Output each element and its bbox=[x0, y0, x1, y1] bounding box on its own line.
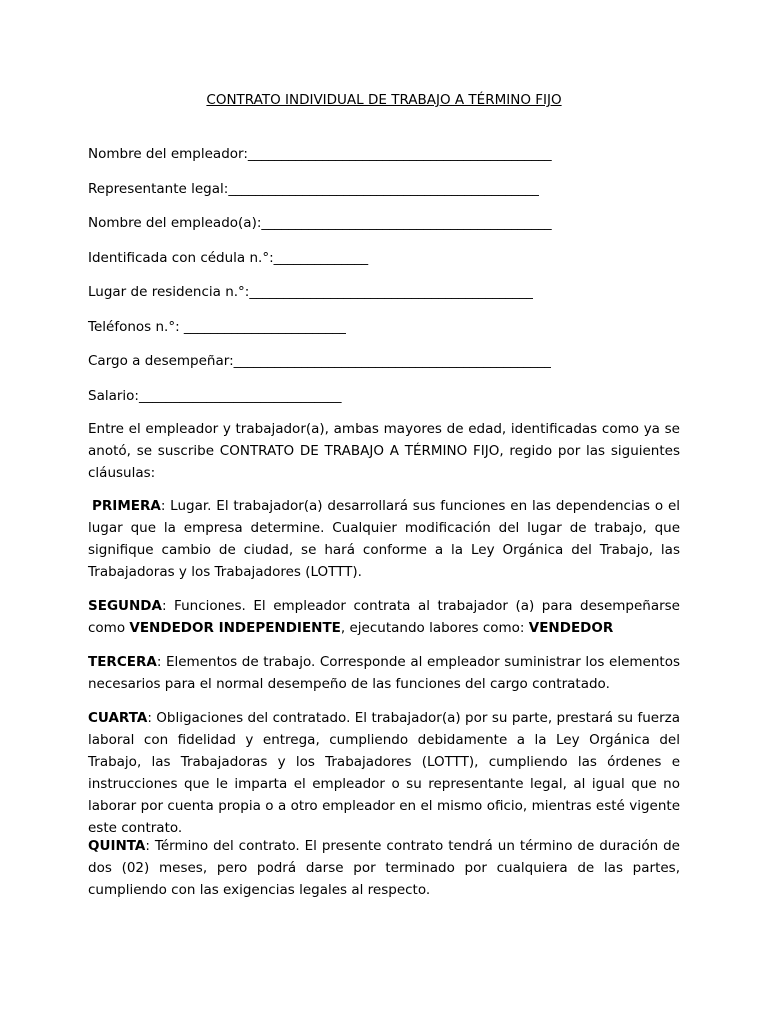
clause-tercera bbox=[88, 651, 680, 695]
clause-text: : Funciones. El empleador contrata al trabajador (a) para desempeñarse como bbox=[88, 598, 680, 636]
field-employee-name: Nombre del empleado(a):___________________________________________ bbox=[88, 215, 552, 231]
clause-label: SEGUNDA bbox=[88, 598, 162, 614]
field-phones: Teléfonos n.°: ________________________ bbox=[88, 319, 346, 335]
clause-label: QUINTA bbox=[88, 838, 146, 854]
clause-text: : Lugar. El trabajador(a) desarrollará sus funciones en las dependencias o el lugar que la empresa determine. Cualquier modificación del lugar de trabajo, que signifique cambio de ciudad, se hará conforme a la Ley Orgánica del Trabajo, las Trabajadoras y los Trabajadores (LOTTT). bbox=[88, 498, 680, 580]
intro-paragraph: Entre el empleador y trabajador(a), ambas mayores de edad, identificadas como ya se anotó, se suscribe CONTRATO DE TRABAJO A TÉRMINO FIJO, regido por las siguientes cláusulas: bbox=[88, 421, 680, 481]
clause-label: TERCERA bbox=[88, 654, 157, 670]
field-id-number: Identificada con cédula n.°:______________ bbox=[88, 250, 369, 266]
field-legal-representative: Representante legal:______________________________________________ bbox=[88, 181, 539, 197]
clause-quinta bbox=[88, 835, 680, 901]
clause-label: PRIMERA bbox=[92, 498, 161, 514]
clause-text: , ejecutando labores como: bbox=[340, 620, 529, 636]
clause-text: : Elementos de trabajo. Corresponde al empleador suministrar los elementos necesarios para el normal desempeño de las funciones del cargo contratado. bbox=[88, 654, 680, 692]
clause-text: : Término del contrato. El presente contrato tendrá un término de duración de dos (02) meses, pero podrá darse por terminado por cualquiera de las partes, cumpliendo con las exigencias legales al respecto. bbox=[88, 838, 680, 898]
clause-segunda bbox=[88, 595, 680, 639]
clause-bold-term: VENDEDOR INDEPENDIENTE bbox=[129, 620, 341, 636]
document-title: CONTRATO INDIVIDUAL DE TRABAJO A TÉRMINO FIJO bbox=[206, 92, 562, 108]
clause-label: CUARTA bbox=[88, 710, 148, 726]
clause-text: : Obligaciones del contratado. El trabajador(a) por su parte, prestará su fuerza laboral con fidelidad y entrega, cumpliendo debidamente a la Ley Orgánica del Trabajo, las Trabajadoras y los Trabajadores (LOTTT), cumpliendo las órdenes e instrucciones que le imparta el empleador o su representante legal, al igual que no laborar por cuenta propia o a otro empleador en el mismo oficio, mientras esté vigente este contrato. bbox=[88, 710, 680, 836]
clause-cuarta bbox=[88, 707, 680, 839]
field-position: Cargo a desempeñar:_______________________________________________ bbox=[88, 353, 551, 369]
clause-bold-term: VENDEDOR bbox=[528, 620, 614, 636]
field-residence: Lugar de residencia n.°:__________________________________________ bbox=[88, 284, 533, 300]
field-salary: Salario:______________________________ bbox=[88, 388, 342, 404]
field-employer-name: Nombre del empleador:_____________________________________________ bbox=[88, 146, 552, 162]
clause-primera bbox=[88, 495, 680, 583]
